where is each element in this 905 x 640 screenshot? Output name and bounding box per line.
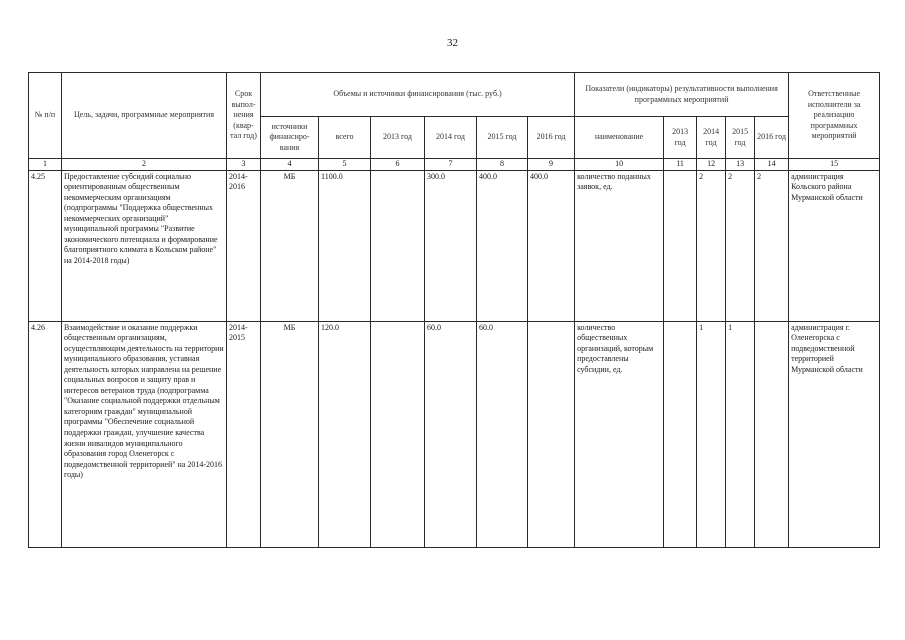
row-indicator-2014: 1 (697, 321, 726, 547)
header-term: Срок выпол-нения (квар-тал год) (227, 73, 261, 159)
row-num: 4.25 (29, 170, 62, 321)
row-2014: 300.0 (425, 170, 477, 321)
header-2014: 2014 год (425, 117, 477, 159)
header-indicator-2014: 2014 год (697, 117, 726, 159)
row-2016: 400.0 (528, 170, 575, 321)
program-activities-table (28, 72, 880, 548)
column-number: 9 (528, 159, 575, 171)
row-num: 4.26 (29, 321, 62, 547)
row-2013 (371, 321, 425, 547)
row-indicator-2016: 2 (755, 170, 789, 321)
row-indicator-2014: 2 (697, 170, 726, 321)
page-number: 32 (447, 37, 458, 49)
row-goal: Взаимодействие и оказание поддержки общественным организациям, осуществляющим деятельность на территории муниципального образования, уставная деятельность которых направлена на решение социальных вопросов и защиту прав и интересов ветеранов труда (подпрограмма "Оказание социальной поддержки отдельным категориям граждан" муниципальной программы "Обеспечение социальной поддержки граждан, улучшение качества жизни инвалидов муниципального образования город Оленегорск с подведомственной территорией" на 2014-2016 годы) (62, 321, 227, 547)
column-number: 11 (664, 159, 697, 171)
row-indicator-name: количество общественных организаций, которым предоставлены субсидии, ед. (575, 321, 664, 547)
header-indicator-2016: 2016 год (755, 117, 789, 159)
header-row-top (29, 73, 880, 117)
row-source: МБ (261, 170, 319, 321)
header-2015: 2015 год (477, 117, 528, 159)
column-number: 14 (755, 159, 789, 171)
header-goal: Цель, задачи, программные мероприятия (62, 73, 227, 159)
column-number: 3 (227, 159, 261, 171)
row-2015: 400.0 (477, 170, 528, 321)
row-responsible: администрация г. Оленегорска с подведомственной территорией Мурманской области (789, 321, 880, 547)
column-number: 6 (371, 159, 425, 171)
row-responsible: администрация Кольского района Мурманской области (789, 170, 880, 321)
row-indicator-2015: 1 (726, 321, 755, 547)
header-total: всего (319, 117, 371, 159)
header-responsible: Ответственные исполнители за реализацию программных мероприятий (789, 73, 880, 159)
column-number: 13 (726, 159, 755, 171)
header-funding-group: Объемы и источники финансирования (тыс. руб.) (261, 73, 575, 117)
column-number: 10 (575, 159, 664, 171)
table-row (29, 321, 880, 547)
header-source: источники финансиро-вания (261, 117, 319, 159)
header-2013: 2013 год (371, 117, 425, 159)
row-term: 2014-2015 (227, 321, 261, 547)
row-indicator-2013 (664, 170, 697, 321)
header-indicators-group: Показатели (индикаторы) результативности выполнения программных мероприятий (575, 73, 789, 117)
row-goal: Предоставление субсидий социально ориентированным общественным некоммерческим организациям (подпрограммы "Поддержка общественных некоммерческих организаций" муниципальной программы "Развитие экономического потенциала и формирование благоприятного климата в Кольском районе" на 2014-2018 годы) (62, 170, 227, 321)
row-total: 120.0 (319, 321, 371, 547)
row-2013 (371, 170, 425, 321)
row-term: 2014-2016 (227, 170, 261, 321)
header-2016: 2016 год (528, 117, 575, 159)
column-number: 1 (29, 159, 62, 171)
row-indicator-2015: 2 (726, 170, 755, 321)
column-number-row (29, 159, 880, 171)
row-indicator-name: количество поданных заявок, ед. (575, 170, 664, 321)
row-indicator-2013 (664, 321, 697, 547)
header-indicator-2013: 2013 год (664, 117, 697, 159)
column-number: 2 (62, 159, 227, 171)
column-number: 15 (789, 159, 880, 171)
row-indicator-2016 (755, 321, 789, 547)
row-2015: 60.0 (477, 321, 528, 547)
row-2016 (528, 321, 575, 547)
header-indicator-2015: 2015 год (726, 117, 755, 159)
table-row (29, 170, 880, 321)
column-number: 4 (261, 159, 319, 171)
row-source: МБ (261, 321, 319, 547)
column-number: 12 (697, 159, 726, 171)
row-total: 1100.0 (319, 170, 371, 321)
header-num: № п/п (29, 73, 62, 159)
row-2014: 60.0 (425, 321, 477, 547)
column-number: 7 (425, 159, 477, 171)
header-indicator-name: наименование (575, 117, 664, 159)
column-number: 5 (319, 159, 371, 171)
column-number: 8 (477, 159, 528, 171)
